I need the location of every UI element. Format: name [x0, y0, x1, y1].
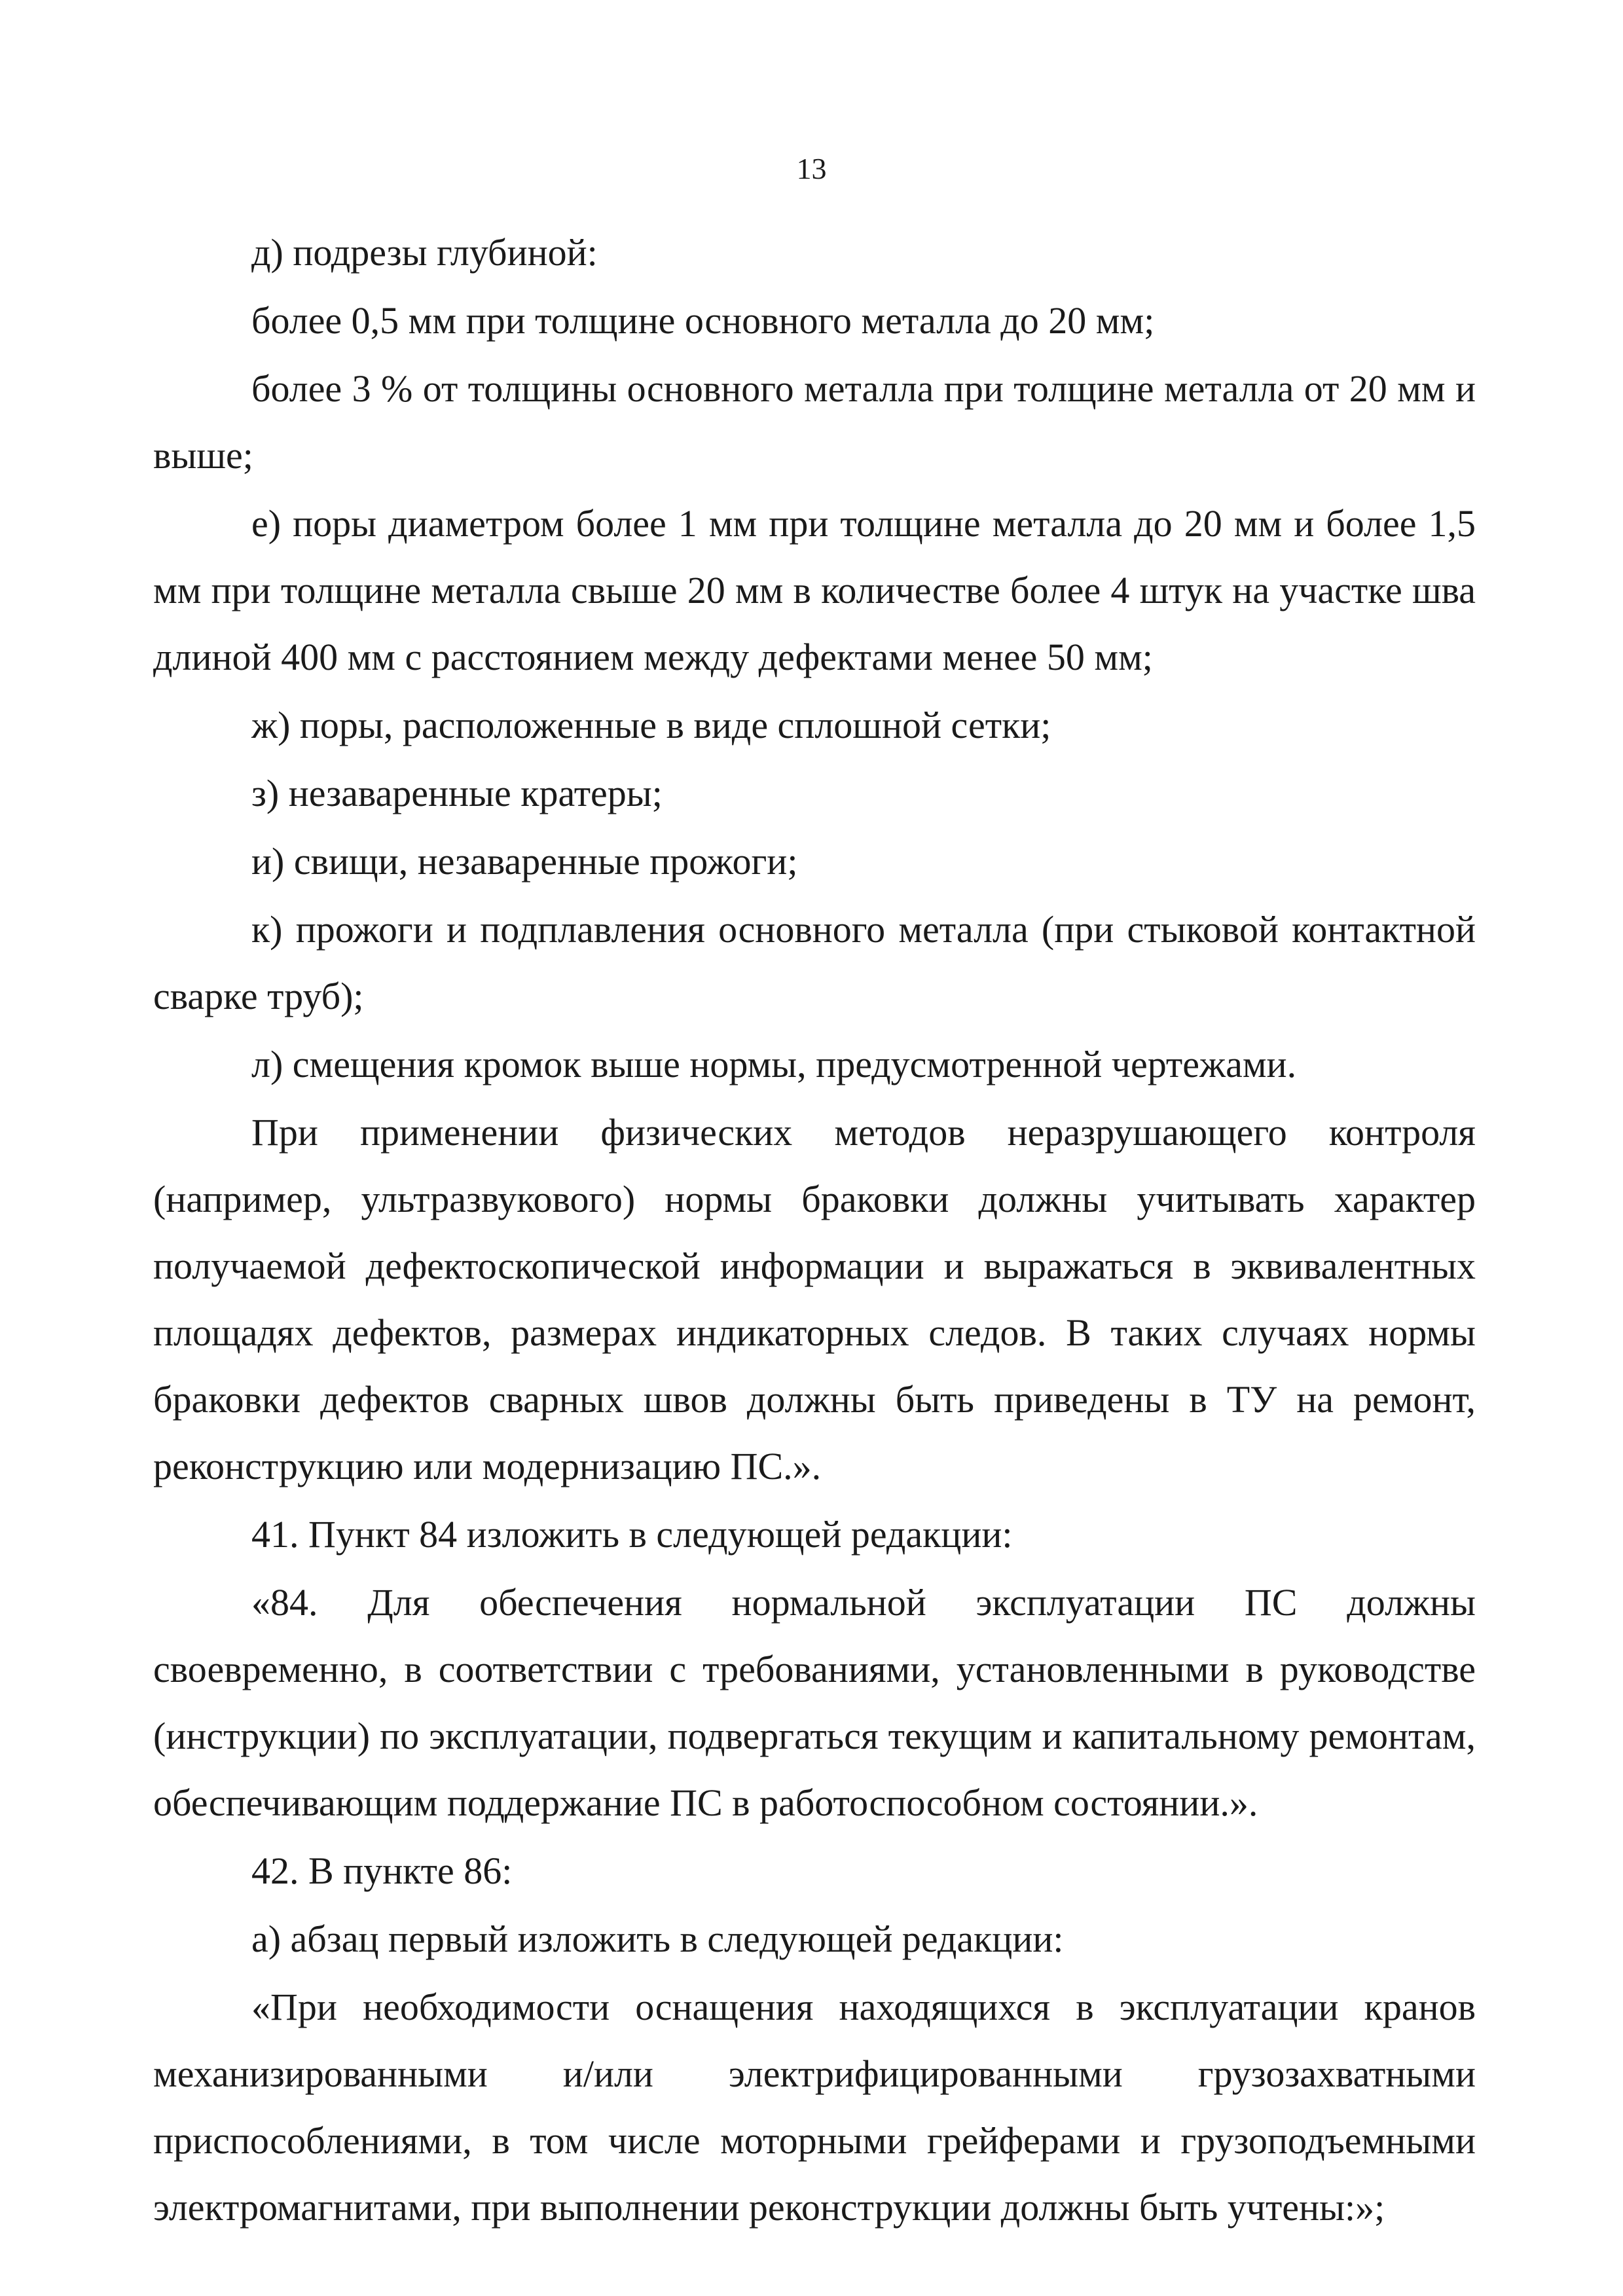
paragraph-item-42: 42. В пункте 86: — [251, 1850, 513, 1892]
paragraph-pores-grid: ж) поры, расположенные в виде сплошной сетки; — [251, 704, 1051, 746]
paragraph-item-84-text: «84. Для обеспечения нормальной эксплуатации ПС должны своевременно, в соответствии с требованиями, установленными в руководстве (инструкции) по эксплуатации, подвергаться текущим и капитальному ремонтам, обеспечивающим поддержание ПС в работоспособном состоянии.». — [153, 1581, 1476, 1824]
document-body — [153, 219, 1476, 2241]
paragraph-item-41: 41. Пункт 84 изложить в следующей редакции: — [251, 1513, 1013, 1556]
paragraph-edge-offset: л) смещения кромок выше нормы, предусмотренной чертежами. — [251, 1043, 1297, 1085]
paragraph-undercuts-heading: д) подрезы глубиной: — [251, 231, 598, 274]
paragraph-craters: з) незаваренные кратеры; — [251, 772, 663, 814]
paragraph-burn-through: к) прожоги и подплавления основного металла (при стыковой контактной сварке труб); — [153, 908, 1476, 1017]
paragraph-item-86a: а) абзац первый изложить в следующей редакции: — [251, 1918, 1064, 1960]
page-number: 13 — [796, 152, 827, 185]
paragraph-item-86-text: «При необходимости оснащения находящихся в эксплуатации кранов механизированными и/или электрифицированными грузозахватными приспособлениями, в том числе моторными грейферами и грузоподъемными электромагнитами, при выполнении реконструкции должны быть учтены:»; — [153, 1986, 1476, 2229]
paragraph-undercuts-thin: более 0,5 мм при толщине основного металла до 20 мм; — [251, 299, 1155, 342]
paragraph-fistulas: и) свищи, незаваренные прожоги; — [251, 840, 798, 883]
paragraph-ndt-methods: При применении физических методов неразрушающего контроля (например, ультразвукового) нормы браковки должны учитывать характер получаемой дефектоскопической информации и выражаться в эквивалентных площадях дефектов, размерах индикаторных следов. В таких случаях нормы браковки дефектов сварных швов должны быть приведены в ТУ на ремонт, реконструкцию или модернизацию ПС.». — [153, 1111, 1476, 1487]
paragraph-undercuts-thick: более 3 % от толщины основного металла при толщине металла от 20 мм и выше; — [153, 367, 1476, 477]
paragraph-pores-diameter: е) поры диаметром более 1 мм при толщине металла до 20 мм и более 1,5 мм при толщине металла свыше 20 мм в количестве более 4 штук на участке шва длиной 400 мм с расстоянием между дефектами менее 50 мм; — [153, 502, 1476, 678]
